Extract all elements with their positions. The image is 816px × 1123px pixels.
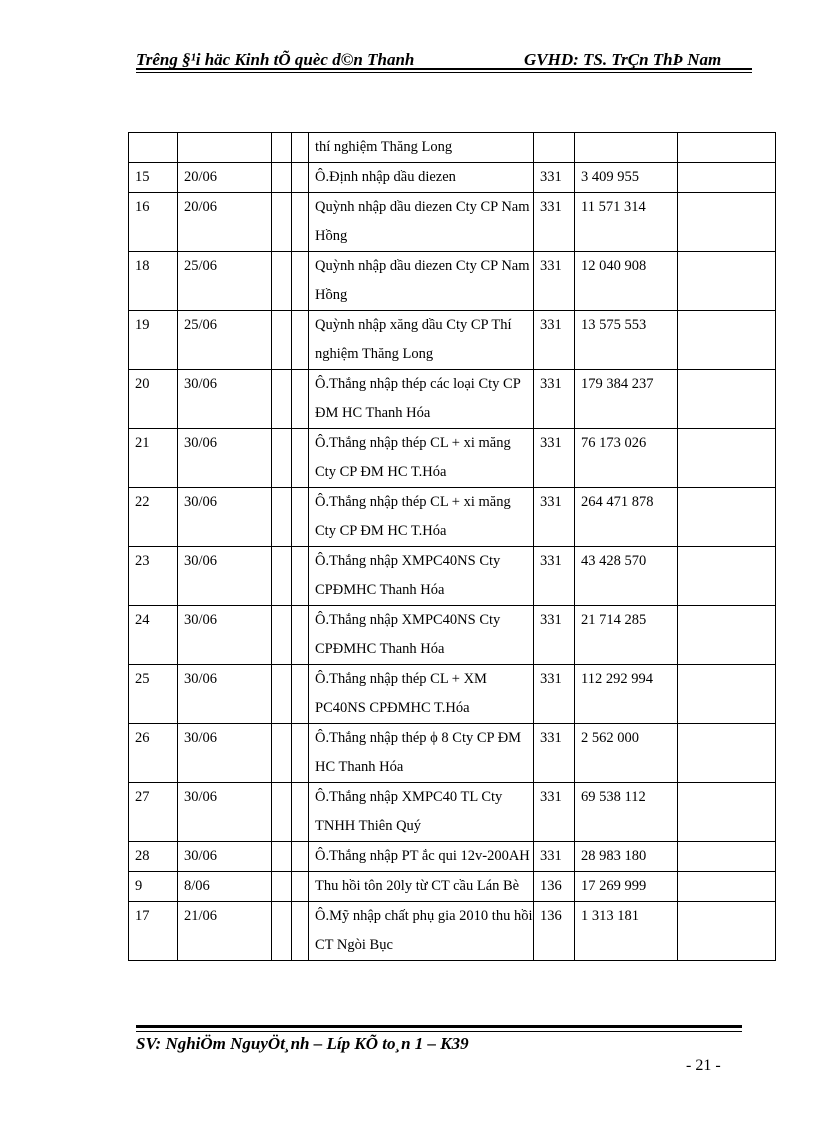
cell-date: 30/06 xyxy=(178,547,272,606)
cell-account: 331 xyxy=(534,429,575,488)
cell-blank-a xyxy=(272,724,292,783)
cell-account: 136 xyxy=(534,872,575,902)
cell-blank-c xyxy=(678,724,776,783)
cell-description: Ô.Thắng nhập thép ϕ 8 Cty CP ĐM HC Thanh Hóa xyxy=(309,724,534,783)
header-school-name: Trêng §¹i häc Kinh tÕ quèc d©n Thanh xyxy=(136,50,415,69)
cell-description: Ô.Thắng nhập XMPC40NS Cty CPĐMHC Thanh Hóa xyxy=(309,547,534,606)
cell-blank-c xyxy=(678,902,776,961)
cell-amount xyxy=(575,133,678,163)
table-row xyxy=(129,133,776,163)
table-row xyxy=(129,902,776,961)
cell-blank-a xyxy=(272,902,292,961)
cell-blank-a xyxy=(272,370,292,429)
cell-blank-c xyxy=(678,163,776,193)
cell-description: Ô.Thắng nhập XMPC40 TL Cty TNHH Thiên Quý xyxy=(309,783,534,842)
cell-description: Ô.Thắng nhập thép CL + xi măng Cty CP ĐM HC T.Hóa xyxy=(309,429,534,488)
footer-student: SV: NghiÖm NguyÖt¸nh – Líp KÕ to¸n 1 – K39 xyxy=(136,1034,469,1053)
cell-description: Quỳnh nhập dầu diezen Cty CP Nam Hồng xyxy=(309,193,534,252)
cell-date: 8/06 xyxy=(178,872,272,902)
cell-amount: 11 571 314 xyxy=(575,193,678,252)
cell-account: 331 xyxy=(534,370,575,429)
cell-date: 30/06 xyxy=(178,842,272,872)
cell-row-no: 17 xyxy=(129,902,178,961)
cell-date: 30/06 xyxy=(178,606,272,665)
cell-row-no: 16 xyxy=(129,193,178,252)
table-row xyxy=(129,724,776,783)
cell-account: 331 xyxy=(534,842,575,872)
cell-date: 21/06 xyxy=(178,902,272,961)
cell-blank-c xyxy=(678,872,776,902)
cell-blank-b xyxy=(292,133,309,163)
cell-date: 20/06 xyxy=(178,163,272,193)
cell-row-no: 9 xyxy=(129,872,178,902)
cell-date: 20/06 xyxy=(178,193,272,252)
header-advisor: GVHD: TS. TrÇn ThÞ Nam xyxy=(524,50,722,69)
cell-blank-c xyxy=(678,133,776,163)
cell-blank-b xyxy=(292,665,309,724)
table-row xyxy=(129,429,776,488)
cell-description: Ô.Thắng nhập thép các loại Cty CP ĐM HC Thanh Hóa xyxy=(309,370,534,429)
cell-blank-a xyxy=(272,783,292,842)
table-row xyxy=(129,783,776,842)
cell-row-no: 20 xyxy=(129,370,178,429)
cell-amount: 28 983 180 xyxy=(575,842,678,872)
cell-blank-c xyxy=(678,547,776,606)
cell-blank-b xyxy=(292,370,309,429)
cell-account: 331 xyxy=(534,606,575,665)
cell-blank-a xyxy=(272,252,292,311)
cell-account: 331 xyxy=(534,252,575,311)
cell-date: 30/06 xyxy=(178,783,272,842)
table-row xyxy=(129,488,776,547)
cell-blank-a xyxy=(272,193,292,252)
cell-blank-c xyxy=(678,252,776,311)
cell-row-no: 26 xyxy=(129,724,178,783)
cell-row-no: 22 xyxy=(129,488,178,547)
cell-blank-a xyxy=(272,665,292,724)
cell-blank-c xyxy=(678,606,776,665)
cell-blank-b xyxy=(292,724,309,783)
cell-description: Ô.Thắng nhập thép CL + XM PC40NS CPĐMHC T.Hóa xyxy=(309,665,534,724)
cell-blank-c xyxy=(678,783,776,842)
cell-blank-a xyxy=(272,872,292,902)
page-number: - 21 - xyxy=(686,1057,721,1074)
cell-description: Thu hồi tôn 20ly từ CT cầu Lán Bè xyxy=(309,872,534,902)
table-row xyxy=(129,163,776,193)
cell-description: Ô.Mỹ nhập chất phụ gia 2010 thu hồi CT Ngòi Bục xyxy=(309,902,534,961)
cell-description: Quỳnh nhập xăng dầu Cty CP Thí nghiệm Thăng Long xyxy=(309,311,534,370)
cell-blank-b xyxy=(292,547,309,606)
cell-blank-b xyxy=(292,429,309,488)
cell-description: Ô.Thắng nhập thép CL + xi măng Cty CP ĐM HC T.Hóa xyxy=(309,488,534,547)
table-row xyxy=(129,311,776,370)
cell-blank-c xyxy=(678,311,776,370)
cell-blank-b xyxy=(292,252,309,311)
cell-blank-b xyxy=(292,311,309,370)
table-row xyxy=(129,370,776,429)
cell-blank-b xyxy=(292,606,309,665)
cell-blank-a xyxy=(272,606,292,665)
cell-blank-a xyxy=(272,311,292,370)
cell-row-no: 28 xyxy=(129,842,178,872)
cell-blank-c xyxy=(678,665,776,724)
cell-account: 331 xyxy=(534,724,575,783)
cell-blank-c xyxy=(678,429,776,488)
cell-amount: 112 292 994 xyxy=(575,665,678,724)
cell-account: 331 xyxy=(534,665,575,724)
header-rule-thin xyxy=(136,72,752,73)
table-row xyxy=(129,193,776,252)
cell-amount: 179 384 237 xyxy=(575,370,678,429)
table-row xyxy=(129,665,776,724)
cell-amount: 43 428 570 xyxy=(575,547,678,606)
cell-date: 30/06 xyxy=(178,488,272,547)
cell-blank-a xyxy=(272,488,292,547)
cell-amount: 264 471 878 xyxy=(575,488,678,547)
cell-amount: 1 313 181 xyxy=(575,902,678,961)
table-row xyxy=(129,606,776,665)
cell-date: 30/06 xyxy=(178,429,272,488)
cell-date: 25/06 xyxy=(178,252,272,311)
cell-date: 30/06 xyxy=(178,665,272,724)
cell-row-no: 25 xyxy=(129,665,178,724)
cell-blank-b xyxy=(292,488,309,547)
cell-date: 30/06 xyxy=(178,724,272,783)
cell-account: 136 xyxy=(534,902,575,961)
cell-blank-a xyxy=(272,133,292,163)
cell-account: 331 xyxy=(534,783,575,842)
header-rule-thick xyxy=(136,68,752,70)
cell-blank-b xyxy=(292,163,309,193)
cell-description: Ô.Định nhập dầu diezen xyxy=(309,163,534,193)
cell-blank-c xyxy=(678,370,776,429)
cell-blank-b xyxy=(292,872,309,902)
cell-row-no: 23 xyxy=(129,547,178,606)
cell-blank-c xyxy=(678,193,776,252)
cell-amount: 17 269 999 xyxy=(575,872,678,902)
cell-row-no: 27 xyxy=(129,783,178,842)
cell-amount: 69 538 112 xyxy=(575,783,678,842)
table-row xyxy=(129,547,776,606)
cell-account: 331 xyxy=(534,311,575,370)
cell-blank-c xyxy=(678,488,776,547)
cell-date xyxy=(178,133,272,163)
footer-rule-thin xyxy=(136,1031,742,1032)
cell-amount: 13 575 553 xyxy=(575,311,678,370)
cell-blank-a xyxy=(272,163,292,193)
cell-account: 331 xyxy=(534,547,575,606)
cell-row-no: 24 xyxy=(129,606,178,665)
table-row xyxy=(129,252,776,311)
cell-blank-b xyxy=(292,842,309,872)
cell-blank-b xyxy=(292,902,309,961)
cell-amount: 2 562 000 xyxy=(575,724,678,783)
cell-row-no: 19 xyxy=(129,311,178,370)
cell-description: Quỳnh nhập dầu diezen Cty CP Nam Hồng xyxy=(309,252,534,311)
cell-description: Ô.Thắng nhập XMPC40NS Cty CPĐMHC Thanh Hóa xyxy=(309,606,534,665)
cell-blank-a xyxy=(272,547,292,606)
cell-description: thí nghiệm Thăng Long xyxy=(309,133,534,163)
cell-blank-c xyxy=(678,842,776,872)
cell-date: 25/06 xyxy=(178,311,272,370)
table-row xyxy=(129,872,776,902)
ledger-table xyxy=(128,132,776,961)
table-row xyxy=(129,842,776,872)
cell-blank-b xyxy=(292,783,309,842)
cell-blank-b xyxy=(292,193,309,252)
cell-description: Ô.Thắng nhập PT ắc qui 12v-200AH xyxy=(309,842,534,872)
cell-amount: 76 173 026 xyxy=(575,429,678,488)
cell-row-no: 15 xyxy=(129,163,178,193)
cell-row-no: 18 xyxy=(129,252,178,311)
cell-blank-a xyxy=(272,842,292,872)
footer-rule-thick xyxy=(136,1025,742,1028)
cell-account xyxy=(534,133,575,163)
cell-account: 331 xyxy=(534,163,575,193)
cell-row-no: 21 xyxy=(129,429,178,488)
cell-amount: 12 040 908 xyxy=(575,252,678,311)
cell-blank-a xyxy=(272,429,292,488)
cell-amount: 3 409 955 xyxy=(575,163,678,193)
cell-row-no xyxy=(129,133,178,163)
cell-account: 331 xyxy=(534,193,575,252)
cell-date: 30/06 xyxy=(178,370,272,429)
cell-amount: 21 714 285 xyxy=(575,606,678,665)
cell-account: 331 xyxy=(534,488,575,547)
